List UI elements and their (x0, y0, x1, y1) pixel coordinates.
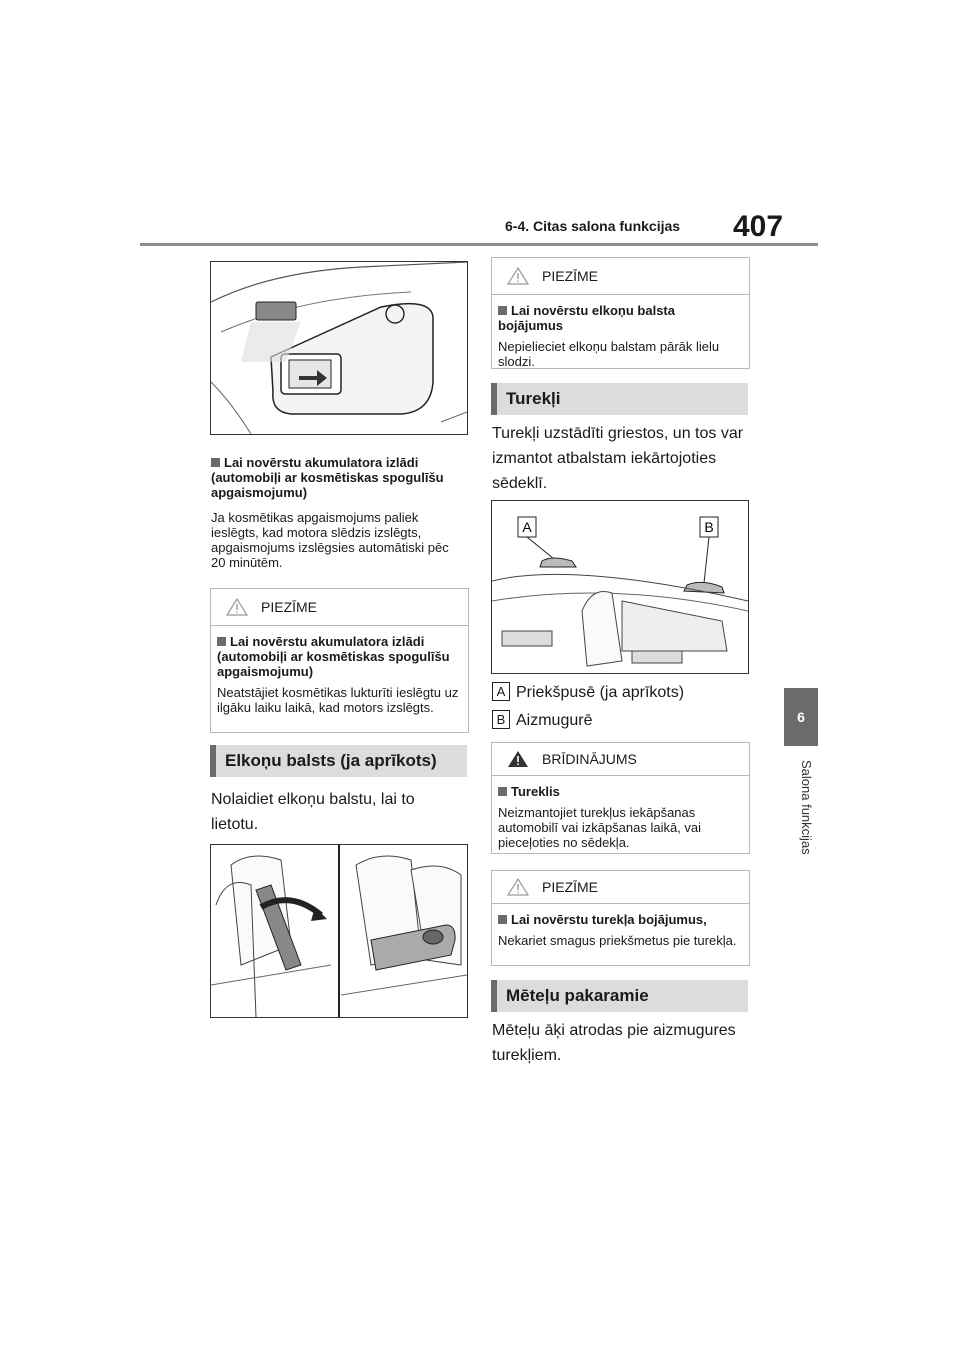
page-number: 407 (733, 210, 784, 243)
warning-heading: Tureklis (498, 784, 743, 799)
warning-triangle-icon (506, 749, 530, 769)
legend-item-b: B Aizmugurē (492, 708, 748, 733)
note-box-battery (210, 588, 469, 733)
legend-tag-b: B (492, 710, 510, 729)
svg-text:B: B (704, 519, 714, 535)
note-label: PIEZĪME (261, 599, 318, 615)
caution-triangle-icon (506, 266, 530, 286)
warning-header (492, 743, 749, 776)
section-title-grips: Turekļi (506, 389, 561, 408)
battery-text: Ja kosmētikas apgaismojums paliek ieslēgts, kad motora slēdzis izslēgts, apgaismojums izslēgsies automātiski pēc 20 minūtēm. (211, 510, 449, 570)
caution-triangle-icon (225, 597, 249, 617)
hooks-text: Mēteļu āķi atrodas pie aizmugures turekļiem. (492, 1022, 736, 1064)
note-box-armrest (491, 257, 750, 369)
note-label: PIEZĪME (542, 268, 599, 284)
note-header (211, 589, 468, 626)
assist-grip-illustration (491, 500, 749, 674)
warning-text: Neizmantojiet turekļus iekāpšanas automobilī vai izkāpšanas laikā, vai pieceļoties no sēdekļa. (498, 805, 702, 850)
bullet-square-icon (498, 787, 507, 796)
grips-text: Turekļi uzstādīti griestos, un tos var izmantot atbalstam iekārtojoties sēdeklī. (492, 425, 744, 492)
note-heading: Lai novērstu elkoņu balsta bojājumus (498, 303, 675, 333)
note-header (492, 258, 749, 295)
svg-text:A: A (522, 519, 532, 535)
section-armrest (210, 745, 467, 777)
section-title-hooks: Mēteļu pakaramie (506, 986, 649, 1005)
header-rule (140, 243, 818, 246)
section-hooks (491, 980, 748, 1012)
armrest-text: Nolaidiet elkoņu balstu, lai to lietotu. (211, 791, 415, 833)
note-heading: Lai novērstu akumulatora izlādi (automobiļi ar kosmētiskas spogulīšu apgaismojumu) (217, 634, 450, 679)
note-box-grip (491, 870, 750, 966)
legend-item-a: A Priekšpusē (ja aprīkots) (492, 680, 748, 705)
warning-label: BRĪDINĀJUMS (542, 751, 637, 767)
warning-box-grip (491, 742, 750, 854)
note-heading: Lai novērstu turekļa bojājumus, (498, 912, 743, 927)
armrest-illustration (210, 844, 468, 1018)
bullet-square-icon (217, 637, 226, 646)
note-label: PIEZĪME (542, 879, 599, 895)
note-text: Nekariet smagus priekšmetus pie turekļa. (498, 933, 737, 948)
vanity-mirror-illustration (210, 261, 468, 435)
battery-heading: Lai novērstu akumulatora izlādi (automobiļi ar kosmētiskas spogulīšu apgaismojumu) (211, 455, 444, 500)
chapter-tab: 6 (784, 688, 818, 746)
chapter-label: Salona funkcijas (799, 760, 814, 855)
bullet-square-icon (498, 915, 507, 924)
section-title-armrest: Elkoņu balsts (ja aprīkots) (225, 751, 437, 770)
bullet-square-icon (498, 306, 507, 315)
note-text: Neatstājiet kosmētikas lukturīti ieslēgtu uz ilgāku laiku laikā, kad motors izslēgts. (217, 685, 459, 715)
caution-triangle-icon (506, 877, 530, 897)
note-text: Nepielieciet elkoņu balstam pārāk lielu slodzi. (498, 339, 720, 369)
bullet-square-icon (211, 458, 220, 467)
note-header (492, 871, 749, 904)
section-grips (491, 383, 748, 415)
section-title: 6-4. Citas salona funkcijas (505, 218, 681, 234)
legend-tag-a: A (492, 682, 510, 701)
